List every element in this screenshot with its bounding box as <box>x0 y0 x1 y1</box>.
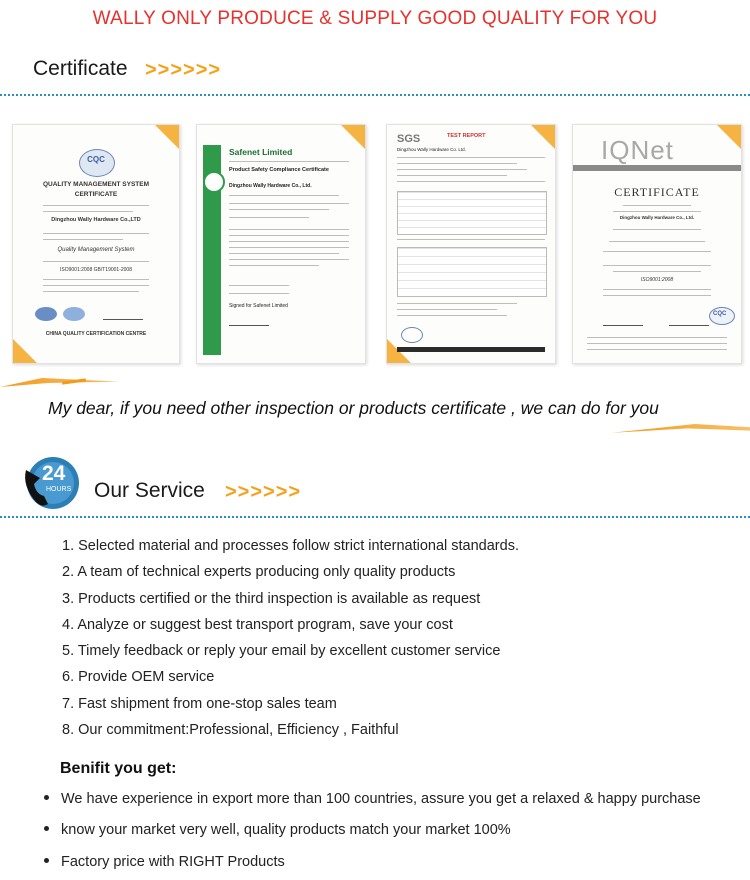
sgs-label: TEST REPORT <box>447 133 486 139</box>
benefit-item: know your market very well, quality products match your market 100% <box>44 822 511 838</box>
cqc-logo-text: CQC <box>87 155 105 164</box>
certificate-arrows: >>>>>> <box>145 59 222 81</box>
cqc-heading: QUALITY MANAGEMENT SYSTEM <box>42 181 150 188</box>
iqnet-logo-text: IQNet <box>601 135 674 165</box>
service-item: 5. Timely feedback or reply your email by excellent customer service <box>62 643 501 659</box>
iqnet-heading: CERTIFICATE <box>614 185 700 199</box>
safenet-certificate-image <box>196 124 366 364</box>
page-banner: WALLY ONLY PRODUCE & SUPPLY GOOD QUALITY FOR YOU <box>92 8 658 29</box>
safenet-company: Dingzhou Wally Hardware Co., Ltd. <box>229 183 312 189</box>
bullet-icon <box>44 795 49 800</box>
iqnet-certificate-image <box>572 124 742 364</box>
cnas-logo-icon <box>63 307 85 321</box>
orange-swoosh-right <box>612 424 750 435</box>
service-item: 8. Our commitment:Professional, Efficiency , Faithful <box>62 722 399 738</box>
service-item: 7. Fast shipment from one-stop sales team <box>62 696 337 712</box>
sgs-barcode <box>397 347 545 352</box>
service-arrows: >>>>>> <box>225 481 302 503</box>
service-item: 2. A team of technical experts producing only quality products <box>62 564 456 580</box>
iaf-logo-icon <box>35 307 57 321</box>
iqnet-standard: ISO9001:2008 <box>640 277 674 283</box>
cqc-system: Quality Management System <box>57 247 135 253</box>
safenet-logo-icon <box>203 171 225 193</box>
iqnet-stamp-text: CQC <box>713 311 727 317</box>
cqc-footer: CHINA QUALITY CERTIFICATION CENTRE <box>45 331 147 337</box>
service-item: 4. Analyze or suggest best transport program, save your cost <box>62 617 453 633</box>
iqnet-signature-left <box>603 315 643 326</box>
icon-24-text: 24 <box>42 462 66 485</box>
certificate-divider <box>0 94 750 96</box>
cqc-company: Dingzhou Wally Hardware Co.,LTD <box>51 217 141 223</box>
sgs-table-1 <box>397 191 547 235</box>
service-item: 1. Selected material and processes follow strict international standards. <box>62 538 519 554</box>
cqc-signature <box>103 305 143 320</box>
benefit-item: We have experience in export more than 100 countries, assure you get a relaxed & happy purchase <box>44 791 701 807</box>
safenet-signature <box>229 315 269 326</box>
sgs-company: Dingzhou Wally Hardware Co. Ltd. <box>397 147 466 152</box>
sgs-stamp-icon <box>401 327 423 343</box>
service-item: 3. Products certified or the third inspection is available as request <box>62 591 481 607</box>
bullet-icon <box>44 826 49 831</box>
service-section-title: Our Service <box>94 479 205 502</box>
safenet-title: Safenet Limited <box>229 147 293 157</box>
phone-24-hours-icon <box>20 452 82 514</box>
sgs-logo-text: SGS <box>397 133 421 145</box>
sgs-table-2 <box>397 247 547 297</box>
orange-swoosh-left <box>0 378 120 387</box>
certificate-section-title: Certificate <box>33 57 128 80</box>
iqnet-signature-right <box>669 315 709 326</box>
service-item: 6. Provide OEM service <box>62 669 215 685</box>
iqnet-company: Dingzhou Wally Hardware Co., Ltd. <box>619 215 695 220</box>
service-divider <box>0 516 750 518</box>
sgs-report-image <box>386 124 556 364</box>
benefit-item: Factory price with RIGHT Products <box>44 854 285 870</box>
iqnet-bar <box>573 165 741 171</box>
cqc-certificate-image <box>12 124 180 364</box>
safenet-signoff: Signed for Safenet Limited <box>229 303 288 309</box>
cqc-standard: ISO9001:2008 GB/T19001-2008 <box>60 267 132 273</box>
certificate-note: My dear, if you need other inspection or products certificate , we can do for you <box>48 398 659 418</box>
safenet-subtitle: Product Safety Compliance Certificate <box>229 167 329 173</box>
icon-hours-text: HOURS <box>46 486 72 493</box>
bullet-icon <box>44 858 49 863</box>
cqc-subheading: CERTIFICATE <box>74 191 118 198</box>
benefit-title: Benifit you get: <box>60 760 177 777</box>
